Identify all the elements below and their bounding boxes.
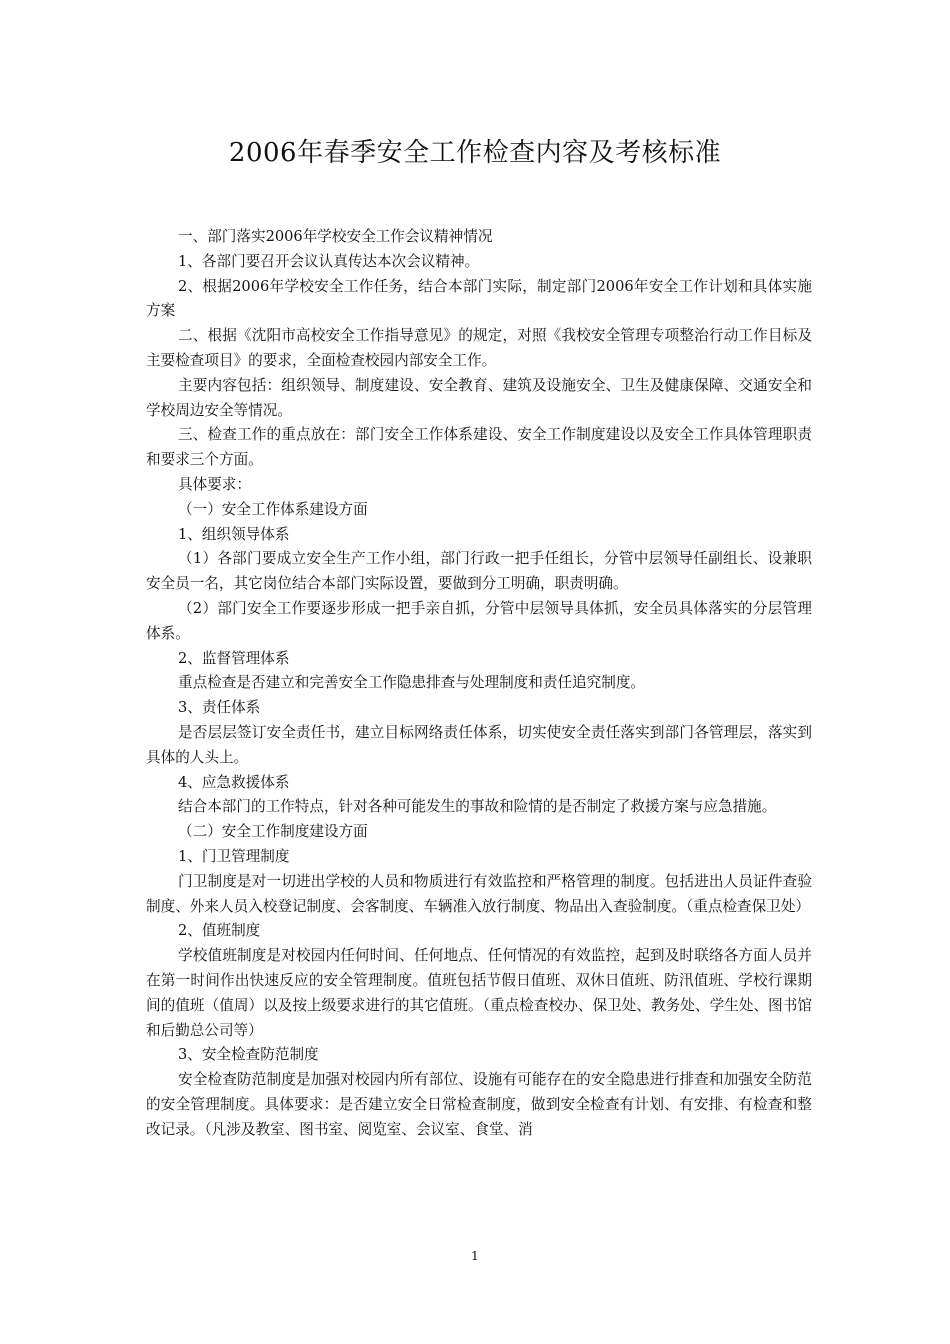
paragraph: 2、根据2006年学校安全工作任务，结合本部门实际，制定部门2006年安全工作计划和具体实施方案 bbox=[146, 277, 812, 320]
paragraph: 门卫制度是对一切进出学校的人员和物质进行有效监控和严格管理的制度。包括进出人员证件查验制度、外来人员入校登记制度、会客制度、车辆准入放行制度、物品出入查验制度。（重点检查保卫处） bbox=[146, 872, 812, 915]
paragraph: 具体要求： bbox=[178, 475, 251, 493]
paragraph: 4、应急救援体系 bbox=[178, 773, 290, 791]
paragraph: 二、根据《沈阳市高校安全工作指导意见》的规定，对照《我校安全管理专项整治行动工作目标及主要检查项目》的要求，全面检查校园内部安全工作。 bbox=[146, 327, 812, 369]
paragraph: 结合本部门的工作特点，针对各种可能发生的事故和险情的是否制定了救援方案与应急措施。 bbox=[178, 798, 777, 816]
paragraph: 1、门卫管理制度 bbox=[178, 847, 290, 865]
paragraph: 重点检查是否建立和完善安全工作隐患排查与处理制度和责任追究制度。 bbox=[178, 674, 646, 692]
document-body bbox=[146, 225, 812, 1142]
paragraph: 1、各部门要召开会议认真传达本次会议精神。 bbox=[178, 252, 480, 270]
paragraph: 3、责任体系 bbox=[178, 699, 261, 717]
paragraph: 3、安全检查防范制度 bbox=[178, 1046, 319, 1064]
page-title: 2006年春季安全工作检查内容及考核标准 bbox=[228, 138, 722, 168]
page-number: 1 bbox=[471, 1249, 479, 1263]
paragraph: 2、值班制度 bbox=[178, 922, 261, 940]
paragraph: 是否层层签订安全责任书，建立目标网络责任体系，切实使安全责任落实到部门各管理层，落实到具体的人头上。 bbox=[146, 723, 812, 766]
paragraph: （二）安全工作制度建设方面 bbox=[178, 823, 368, 841]
paragraph: 一、部门落实2006年学校安全工作会议精神情况 bbox=[178, 228, 493, 245]
paragraph: （一）安全工作体系建设方面 bbox=[178, 500, 368, 518]
paragraph: 2、监督管理体系 bbox=[178, 649, 290, 667]
paragraph: （2）部门安全工作要逐步形成一把手亲自抓，分管中层领导具体抓，安全员具体落实的分层管理体系。 bbox=[146, 599, 812, 642]
paragraph: 安全检查防范制度是加强对校园内所有部位、设施有可能存在的安全隐患进行排查和加强安全防范的安全管理制度。具体要求：是否建立安全日常检查制度，做到安全检查有计划、有安排、有检查和整改记录。（凡涉及教室、图书室、阅览室、会议室、食堂、消 bbox=[146, 1071, 812, 1138]
paragraph: 学校值班制度是对校园内任何时间、任何地点、任何情况的有效监控，起到及时联络各方面人员并在第一时间作出快速反应的安全管理制度。值班包括节假日值班、双休日值班、防汛值班、学校行课期间的值班（值周）以及按上级要求进行的其它值班。（重点检查校办、保卫处、教务处、学生处、图书馆和后勤总公司等） bbox=[146, 947, 812, 1039]
paragraph: 主要内容包括：组织领导、制度建设、安全教育、建筑及设施安全、卫生及健康保障、交通安全和学校周边安全等情况。 bbox=[146, 376, 812, 419]
paragraph: 1、组织领导体系 bbox=[178, 525, 290, 543]
paragraph: 三、检查工作的重点放在：部门安全工作体系建设、安全工作制度建设以及安全工作具体管理职责和要求三个方面。 bbox=[146, 426, 812, 469]
paragraph: （1）各部门要成立安全生产工作小组，部门行政一把手任组长，分管中层领导任副组长、设兼职安全员一名，其它岗位结合本部门实际设置，要做到分工明确，职责明确。 bbox=[146, 550, 812, 593]
